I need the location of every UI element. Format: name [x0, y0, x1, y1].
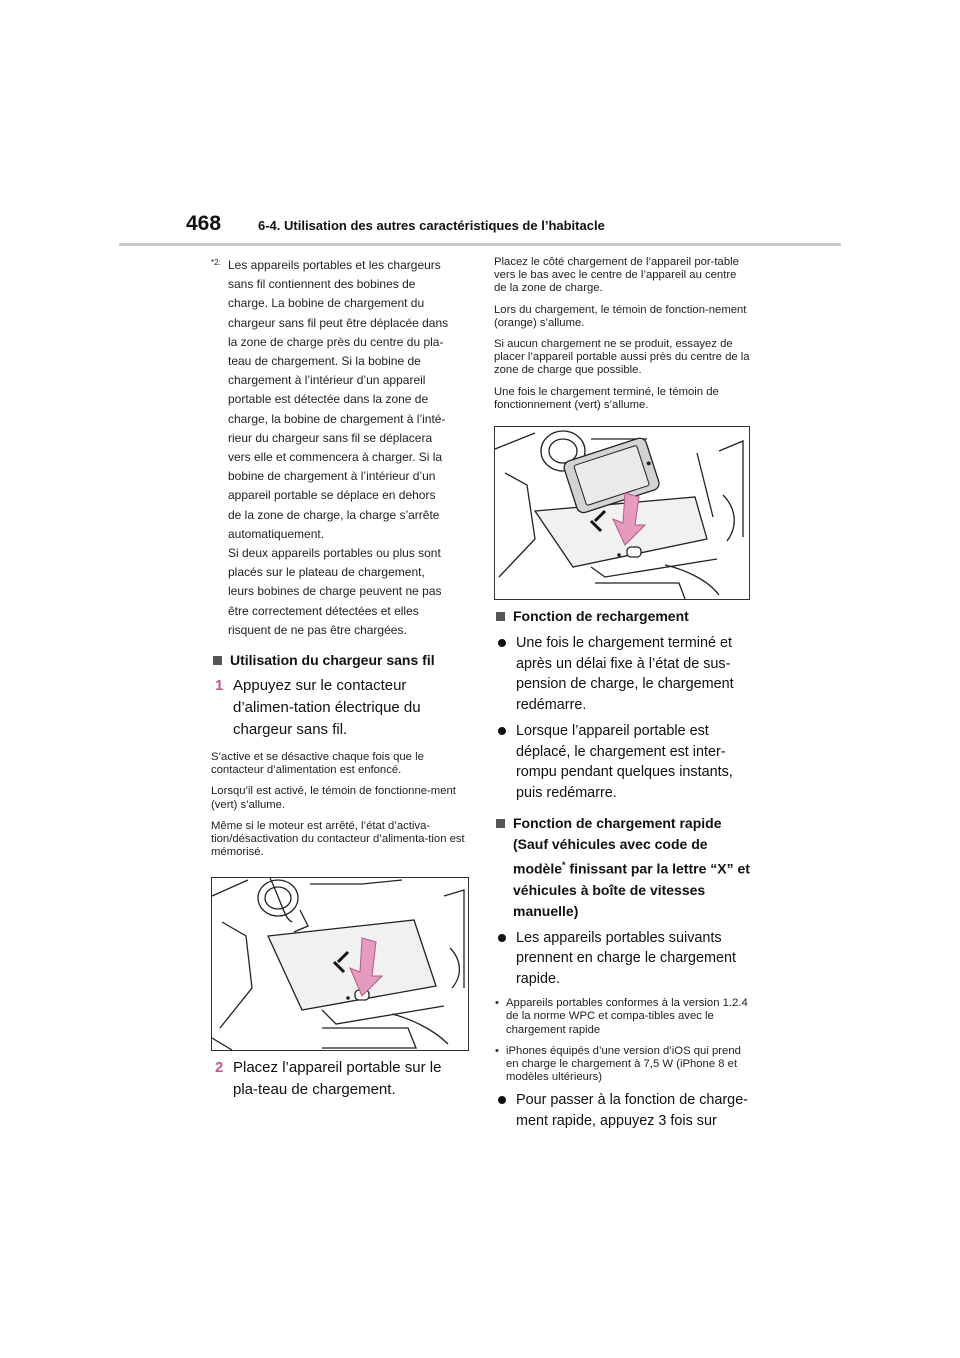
footnote	[211, 256, 467, 640]
bullet-dot-icon	[498, 639, 506, 647]
step-number: 2	[215, 1059, 224, 1077]
asterisk-mark: *	[562, 860, 566, 871]
heading-fast-charge	[494, 813, 750, 922]
sub-list-text: Appareils portables conformes à la version 1.2.4 de la norme WPC et compa-tibles avec le chargement rapide	[506, 997, 748, 1036]
section-title: 6-4. Utilisation des autres caractéristiques de l’habitacle	[258, 218, 605, 233]
footnote-line: vers elle et commencera à charger. Si la	[228, 450, 443, 465]
square-bullet-icon	[496, 819, 505, 828]
footnote-mark: *2:	[211, 258, 221, 267]
paragraph: Même si le moteur est arrêté, l’état d’activa-tion/désactivation du contacteur d’alimenta-tion est mémorisé.	[211, 819, 465, 859]
heading-text: Fonction de rechargement	[513, 608, 689, 625]
footnote-line: placés sur le plateau de chargement,	[228, 565, 425, 580]
heading-wireless-charger	[211, 650, 467, 671]
bullet-text: Lorsque l’appareil portable est déplacé, le chargement est inter-rompu pendant quelques instants, puis redémarre.	[516, 723, 733, 801]
footnote-line: leurs bobines de charge peuvent ne pas	[228, 584, 442, 599]
heading-recharge	[494, 606, 750, 627]
step-2	[211, 1057, 467, 1101]
paragraph: Si aucun chargement ne se produit, essayez de placer l’appareil portable aussi près du centre de la zone de charge que possible.	[494, 338, 750, 377]
step-text: Placez l’appareil portable sur le pla-teau de chargement.	[233, 1059, 442, 1099]
bullet-dot-icon	[498, 934, 506, 942]
sub-list-item	[494, 1045, 750, 1085]
bullet-item	[494, 928, 750, 990]
heading-text-a: Fonction de chargement rapide (Sauf véhicules avec code de modèle	[513, 815, 722, 877]
heading-text: Utilisation du chargeur sans fil	[230, 652, 435, 669]
sub-list-text: iPhones équipés d’une version d’iOS qui prend en charge le chargement à 7,5 W (iPhone 8 et modèles ultérieurs)	[506, 1044, 741, 1084]
bullet-item	[494, 721, 750, 803]
footnote-line: chargement à l’intérieur d’un appareil	[228, 373, 426, 388]
footnote-line: sans fil contiennent des bobines de	[228, 277, 416, 292]
footnote-line: risquent de ne pas être chargées.	[228, 622, 407, 637]
paragraph: Lorsqu’il est activé, le témoin de fonctionne-ment (vert) s’allume.	[211, 785, 456, 811]
square-bullet-icon	[496, 612, 505, 621]
footnote-line: bobine de chargement à l’intérieur d’un	[228, 469, 436, 484]
step-1	[211, 675, 467, 741]
bullet-text: Une fois le chargement terminé et après un délai fixe à l’état de sus-pension de charge, le chargement redémarre.	[516, 635, 734, 713]
footnote-line: portable est détectée dans la zone de	[228, 392, 429, 407]
paragraph: Une fois le chargement terminé, le témoin de fonctionnement (vert) s’allume.	[494, 385, 719, 411]
footnote-line: appareil portable se déplace en dehors	[228, 488, 436, 503]
paragraph: S’active et se désactive chaque fois que le contacteur d’alimentation est enfoncé.	[211, 751, 424, 777]
bullet-text: Les appareils portables suivants prennent en charge le chargement rapide.	[516, 929, 737, 987]
footnote-line: teau de chargement. Si la bobine de	[228, 354, 421, 369]
left-column	[211, 256, 467, 1101]
footnote-line: rieur du chargeur sans fil se déplacera	[228, 430, 433, 445]
paragraph: Placez le côté chargement de l’appareil por-table vers le bas avec le centre de l’appareil au centre de la zone de charge.	[494, 256, 739, 295]
paragraph: Lors du chargement, le témoin de fonction-nement (orange) s’allume.	[494, 303, 747, 329]
bullet-text: Pour passer à la fonction de charge-ment rapide, appuyez 3 fois sur	[516, 1092, 748, 1129]
step-text: Appuyez sur le contacteur d’alimen-tation électrique du chargeur sans fil.	[233, 677, 421, 739]
page-number: 468	[186, 212, 222, 235]
footnote-line: Les appareils portables et les chargeurs	[228, 258, 441, 272]
footnote-line: charge, la bobine de chargement à l’inté-	[228, 411, 446, 426]
illustration-phone-on-tray	[494, 426, 750, 600]
sub-list-item	[494, 997, 750, 1037]
illustration-power-switch	[211, 877, 469, 1051]
footnote-line: Si deux appareils portables ou plus sont	[228, 546, 441, 561]
bullet-item	[494, 1090, 750, 1131]
footnote-line: être correctement détectées et elles	[228, 603, 419, 618]
sub-bullet-icon: •	[495, 1044, 499, 1057]
step-number: 1	[215, 677, 224, 695]
sub-bullet-icon: •	[495, 997, 499, 1010]
heading-text-b: finissant par la lettre “X” et véhicules à boîte de vitesses manuelle)	[513, 860, 750, 919]
right-column	[494, 256, 750, 1131]
bullet-dot-icon	[498, 1096, 506, 1104]
footnote-line: charge. La bobine de chargement du	[228, 296, 425, 311]
bullet-item	[494, 633, 750, 715]
footnote-line: de la zone de charge, la charge s’arrête	[228, 507, 440, 522]
header-rule	[119, 243, 841, 246]
footnote-lines	[228, 256, 467, 640]
footnote-line: la zone de charge près du centre du pla-	[228, 334, 444, 349]
footnote-line: chargeur sans fil peut être déplacée dans	[228, 315, 449, 330]
square-bullet-icon	[213, 656, 222, 665]
bullet-dot-icon	[498, 727, 506, 735]
footnote-line: automatiquement.	[228, 526, 325, 541]
